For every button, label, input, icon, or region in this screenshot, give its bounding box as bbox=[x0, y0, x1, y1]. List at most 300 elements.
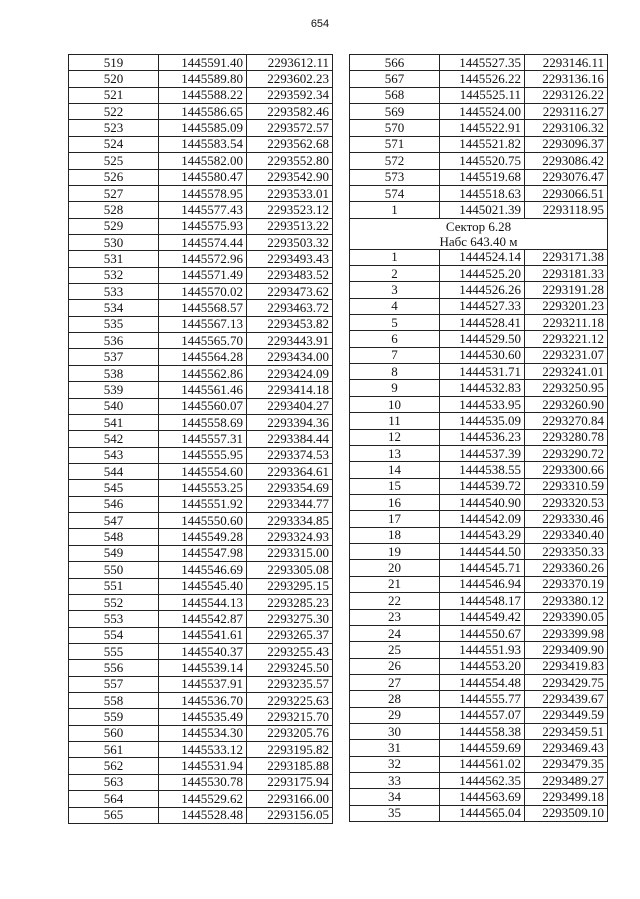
point-number-cell: 546 bbox=[69, 496, 159, 512]
y-coordinate-cell: 2293215.70 bbox=[247, 709, 333, 725]
point-number-cell: 554 bbox=[69, 627, 159, 643]
table-row bbox=[350, 511, 608, 527]
x-coordinate-cell: 1444543.29 bbox=[440, 527, 525, 543]
table-row bbox=[69, 55, 333, 71]
point-number-cell: 571 bbox=[350, 136, 440, 152]
table-row bbox=[69, 660, 333, 676]
y-coordinate-cell: 2293076.47 bbox=[525, 169, 608, 185]
y-coordinate-cell: 2293340.40 bbox=[525, 527, 608, 543]
point-number-cell: 16 bbox=[350, 494, 440, 510]
table-row bbox=[350, 55, 608, 71]
x-coordinate-cell: 1445554.60 bbox=[159, 463, 247, 479]
y-coordinate-cell: 2293280.78 bbox=[525, 429, 608, 445]
y-coordinate-cell: 2293231.07 bbox=[525, 347, 608, 363]
point-number-cell: 542 bbox=[69, 431, 159, 447]
point-number-cell: 5 bbox=[350, 315, 440, 331]
table-row bbox=[69, 742, 333, 758]
y-coordinate-cell: 2293483.52 bbox=[247, 267, 333, 283]
y-coordinate-cell: 2293523.12 bbox=[247, 202, 333, 218]
x-coordinate-cell: 1445549.28 bbox=[159, 529, 247, 545]
x-coordinate-cell: 1445562.86 bbox=[159, 365, 247, 381]
x-coordinate-cell: 1444559.69 bbox=[440, 740, 525, 756]
x-coordinate-cell: 1445530.78 bbox=[159, 774, 247, 790]
table-row bbox=[69, 578, 333, 594]
table-row bbox=[69, 234, 333, 250]
y-coordinate-cell: 2293434.00 bbox=[247, 349, 333, 365]
point-number-cell: 14 bbox=[350, 462, 440, 478]
x-coordinate-cell: 1445529.62 bbox=[159, 791, 247, 807]
table-row bbox=[69, 463, 333, 479]
x-coordinate-cell: 1444526.26 bbox=[440, 282, 525, 298]
point-number-cell: 26 bbox=[350, 658, 440, 674]
point-number-cell: 551 bbox=[69, 578, 159, 594]
point-number-cell: 567 bbox=[350, 71, 440, 87]
point-number-cell: 550 bbox=[69, 562, 159, 578]
y-coordinate-cell: 2293334.85 bbox=[247, 513, 333, 529]
y-coordinate-cell: 2293270.84 bbox=[525, 413, 608, 429]
x-coordinate-cell: 1445542.87 bbox=[159, 611, 247, 627]
y-coordinate-cell: 2293175.94 bbox=[247, 774, 333, 790]
x-coordinate-cell: 1445589.80 bbox=[159, 71, 247, 87]
table-row bbox=[69, 496, 333, 512]
y-coordinate-cell: 2293414.18 bbox=[247, 382, 333, 398]
y-coordinate-cell: 2293350.33 bbox=[525, 544, 608, 560]
y-coordinate-cell: 2293409.90 bbox=[525, 642, 608, 658]
y-coordinate-cell: 2293106.32 bbox=[525, 120, 608, 136]
point-number-cell: 13 bbox=[350, 445, 440, 461]
x-coordinate-cell: 1445527.35 bbox=[440, 55, 525, 71]
table-row bbox=[69, 529, 333, 545]
point-number-cell: 34 bbox=[350, 789, 440, 805]
y-coordinate-cell: 2293469.43 bbox=[525, 740, 608, 756]
table-row bbox=[350, 593, 608, 609]
y-coordinate-cell: 2293439.67 bbox=[525, 691, 608, 707]
point-number-cell: 25 bbox=[350, 642, 440, 658]
x-coordinate-cell: 1445567.13 bbox=[159, 316, 247, 332]
table-row bbox=[350, 413, 608, 429]
x-coordinate-cell: 1445534.30 bbox=[159, 725, 247, 741]
point-number-cell: 32 bbox=[350, 756, 440, 772]
x-coordinate-cell: 1445522.91 bbox=[440, 120, 525, 136]
y-coordinate-cell: 2293126.22 bbox=[525, 87, 608, 103]
x-coordinate-cell: 1445528.48 bbox=[159, 807, 247, 823]
x-coordinate-cell: 1445551.92 bbox=[159, 496, 247, 512]
point-number-cell: 568 bbox=[350, 87, 440, 103]
point-number-cell: 28 bbox=[350, 691, 440, 707]
section-length: Набс 643.40 м bbox=[439, 233, 518, 249]
point-number-cell: 520 bbox=[69, 71, 159, 87]
table-row bbox=[350, 202, 608, 218]
y-coordinate-cell: 2293118.95 bbox=[525, 202, 608, 218]
x-coordinate-cell: 1445537.91 bbox=[159, 676, 247, 692]
x-coordinate-cell: 1444557.07 bbox=[440, 707, 525, 723]
point-number-cell: 552 bbox=[69, 594, 159, 610]
point-number-cell: 525 bbox=[69, 153, 159, 169]
point-number-cell: 27 bbox=[350, 674, 440, 690]
table-row bbox=[350, 331, 608, 347]
y-coordinate-cell: 2293399.98 bbox=[525, 625, 608, 641]
y-coordinate-cell: 2293156.05 bbox=[247, 807, 333, 823]
point-number-cell: 545 bbox=[69, 480, 159, 496]
y-coordinate-cell: 2293300.66 bbox=[525, 462, 608, 478]
table-row bbox=[350, 249, 608, 265]
x-coordinate-cell: 1445526.22 bbox=[440, 71, 525, 87]
y-coordinate-cell: 2293225.63 bbox=[247, 693, 333, 709]
y-coordinate-cell: 2293146.11 bbox=[525, 55, 608, 71]
section-header-row bbox=[350, 218, 608, 249]
x-coordinate-cell: 1444545.71 bbox=[440, 560, 525, 576]
point-number-cell: 29 bbox=[350, 707, 440, 723]
table-row bbox=[69, 791, 333, 807]
point-number-cell: 3 bbox=[350, 282, 440, 298]
y-coordinate-cell: 2293370.19 bbox=[525, 576, 608, 592]
y-coordinate-cell: 2293285.23 bbox=[247, 594, 333, 610]
x-coordinate-cell: 1445570.02 bbox=[159, 284, 247, 300]
table-row bbox=[69, 300, 333, 316]
y-coordinate-cell: 2293136.16 bbox=[525, 71, 608, 87]
point-number-cell: 528 bbox=[69, 202, 159, 218]
y-coordinate-cell: 2293344.77 bbox=[247, 496, 333, 512]
table-row bbox=[69, 807, 333, 823]
table-row bbox=[350, 71, 608, 87]
y-coordinate-cell: 2293542.90 bbox=[247, 169, 333, 185]
y-coordinate-cell: 2293384.44 bbox=[247, 431, 333, 447]
y-coordinate-cell: 2293443.91 bbox=[247, 333, 333, 349]
y-coordinate-cell: 2293582.46 bbox=[247, 104, 333, 120]
table-row bbox=[350, 707, 608, 723]
table-row bbox=[350, 429, 608, 445]
x-coordinate-cell: 1445545.40 bbox=[159, 578, 247, 594]
table-row bbox=[350, 347, 608, 363]
point-number-cell: 6 bbox=[350, 331, 440, 347]
table-row bbox=[69, 545, 333, 561]
point-number-cell: 524 bbox=[69, 136, 159, 152]
y-coordinate-cell: 2293394.36 bbox=[247, 414, 333, 430]
x-coordinate-cell: 1444525.20 bbox=[440, 265, 525, 281]
point-number-cell: 11 bbox=[350, 413, 440, 429]
x-coordinate-cell: 1445540.37 bbox=[159, 643, 247, 659]
y-coordinate-cell: 2293195.82 bbox=[247, 742, 333, 758]
y-coordinate-cell: 2293320.53 bbox=[525, 494, 608, 510]
y-coordinate-cell: 2293429.75 bbox=[525, 674, 608, 690]
y-coordinate-cell: 2293211.18 bbox=[525, 315, 608, 331]
point-number-cell: 19 bbox=[350, 544, 440, 560]
y-coordinate-cell: 2293449.59 bbox=[525, 707, 608, 723]
y-coordinate-cell: 2293245.50 bbox=[247, 660, 333, 676]
y-coordinate-cell: 2293166.00 bbox=[247, 791, 333, 807]
point-number-cell: 553 bbox=[69, 611, 159, 627]
page-number: 654 bbox=[310, 18, 330, 30]
point-number-cell: 8 bbox=[350, 364, 440, 380]
y-coordinate-cell: 2293424.09 bbox=[247, 365, 333, 381]
table-row bbox=[350, 691, 608, 707]
table-row bbox=[350, 494, 608, 510]
table-row bbox=[69, 349, 333, 365]
x-coordinate-cell: 1444544.50 bbox=[440, 544, 525, 560]
x-coordinate-cell: 1445519.68 bbox=[440, 169, 525, 185]
x-coordinate-cell: 1445560.07 bbox=[159, 398, 247, 414]
table-row bbox=[69, 774, 333, 790]
table-row bbox=[350, 527, 608, 543]
table-row bbox=[69, 398, 333, 414]
x-coordinate-cell: 1444530.60 bbox=[440, 347, 525, 363]
table-row bbox=[69, 71, 333, 87]
x-coordinate-cell: 1445539.14 bbox=[159, 660, 247, 676]
table-row bbox=[350, 576, 608, 592]
y-coordinate-cell: 2293390.05 bbox=[525, 609, 608, 625]
section-title: Сектор 6.28 bbox=[445, 218, 512, 234]
table-row bbox=[69, 676, 333, 692]
table-row bbox=[350, 724, 608, 740]
point-number-cell: 24 bbox=[350, 625, 440, 641]
table-row bbox=[350, 740, 608, 756]
y-coordinate-cell: 2293404.27 bbox=[247, 398, 333, 414]
x-coordinate-cell: 1445553.25 bbox=[159, 480, 247, 496]
y-coordinate-cell: 2293185.88 bbox=[247, 758, 333, 774]
y-coordinate-cell: 2293181.33 bbox=[525, 265, 608, 281]
y-coordinate-cell: 2293513.22 bbox=[247, 218, 333, 234]
point-number-cell: 9 bbox=[350, 380, 440, 396]
x-coordinate-cell: 1444554.48 bbox=[440, 674, 525, 690]
x-coordinate-cell: 1445547.98 bbox=[159, 545, 247, 561]
x-coordinate-cell: 1444538.55 bbox=[440, 462, 525, 478]
point-number-cell: 530 bbox=[69, 234, 159, 250]
point-number-cell: 536 bbox=[69, 333, 159, 349]
point-number-cell: 23 bbox=[350, 609, 440, 625]
x-coordinate-cell: 1445572.96 bbox=[159, 251, 247, 267]
x-coordinate-cell: 1445521.82 bbox=[440, 136, 525, 152]
x-coordinate-cell: 1445578.95 bbox=[159, 185, 247, 201]
point-number-cell: 526 bbox=[69, 169, 159, 185]
point-number-cell: 565 bbox=[69, 807, 159, 823]
point-number-cell: 17 bbox=[350, 511, 440, 527]
x-coordinate-cell: 1444527.33 bbox=[440, 298, 525, 314]
point-number-cell: 31 bbox=[350, 740, 440, 756]
x-coordinate-cell: 1444565.04 bbox=[440, 805, 525, 821]
point-number-cell: 548 bbox=[69, 529, 159, 545]
y-coordinate-cell: 2293205.76 bbox=[247, 725, 333, 741]
y-coordinate-cell: 2293374.53 bbox=[247, 447, 333, 463]
y-coordinate-cell: 2293235.57 bbox=[247, 676, 333, 692]
x-coordinate-cell: 1444546.94 bbox=[440, 576, 525, 592]
x-coordinate-cell: 1445580.47 bbox=[159, 169, 247, 185]
x-coordinate-cell: 1445582.00 bbox=[159, 153, 247, 169]
point-number-cell: 570 bbox=[350, 120, 440, 136]
table-row bbox=[350, 185, 608, 201]
point-number-cell: 1 bbox=[350, 202, 440, 218]
table-row bbox=[350, 298, 608, 314]
table-row bbox=[350, 120, 608, 136]
table-row bbox=[350, 805, 608, 821]
point-number-cell: 532 bbox=[69, 267, 159, 283]
x-coordinate-cell: 1444563.69 bbox=[440, 789, 525, 805]
y-coordinate-cell: 2293592.34 bbox=[247, 87, 333, 103]
y-coordinate-cell: 2293453.82 bbox=[247, 316, 333, 332]
x-coordinate-cell: 1445565.70 bbox=[159, 333, 247, 349]
x-coordinate-cell: 1445577.43 bbox=[159, 202, 247, 218]
table-row bbox=[69, 431, 333, 447]
coordinates-table-right bbox=[349, 54, 608, 822]
y-coordinate-cell: 2293260.90 bbox=[525, 396, 608, 412]
table-row bbox=[350, 136, 608, 152]
point-number-cell: 539 bbox=[69, 382, 159, 398]
x-coordinate-cell: 1445524.00 bbox=[440, 104, 525, 120]
x-coordinate-cell: 1445555.95 bbox=[159, 447, 247, 463]
table-row bbox=[350, 169, 608, 185]
x-coordinate-cell: 1444551.93 bbox=[440, 642, 525, 658]
point-number-cell: 20 bbox=[350, 560, 440, 576]
table-row bbox=[69, 627, 333, 643]
y-coordinate-cell: 2293360.26 bbox=[525, 560, 608, 576]
point-number-cell: 2 bbox=[350, 265, 440, 281]
y-coordinate-cell: 2293255.43 bbox=[247, 643, 333, 659]
table-row bbox=[69, 480, 333, 496]
point-number-cell: 523 bbox=[69, 120, 159, 136]
y-coordinate-cell: 2293324.93 bbox=[247, 529, 333, 545]
x-coordinate-cell: 1444549.42 bbox=[440, 609, 525, 625]
y-coordinate-cell: 2293552.80 bbox=[247, 153, 333, 169]
point-number-cell: 10 bbox=[350, 396, 440, 412]
table-row bbox=[69, 594, 333, 610]
y-coordinate-cell: 2293310.59 bbox=[525, 478, 608, 494]
table-row bbox=[69, 643, 333, 659]
y-coordinate-cell: 2293479.35 bbox=[525, 756, 608, 772]
table-row bbox=[69, 447, 333, 463]
y-coordinate-cell: 2293096.37 bbox=[525, 136, 608, 152]
point-number-cell: 33 bbox=[350, 773, 440, 789]
table-row bbox=[350, 756, 608, 772]
x-coordinate-cell: 1444531.71 bbox=[440, 364, 525, 380]
x-coordinate-cell: 1445586.65 bbox=[159, 104, 247, 120]
table-row bbox=[350, 104, 608, 120]
point-number-cell: 7 bbox=[350, 347, 440, 363]
x-coordinate-cell: 1445544.13 bbox=[159, 594, 247, 610]
point-number-cell: 537 bbox=[69, 349, 159, 365]
table-row bbox=[69, 709, 333, 725]
point-number-cell: 566 bbox=[350, 55, 440, 71]
point-number-cell: 519 bbox=[69, 55, 159, 71]
y-coordinate-cell: 2293493.43 bbox=[247, 251, 333, 267]
table-row bbox=[350, 478, 608, 494]
table-row bbox=[350, 544, 608, 560]
table-row bbox=[69, 693, 333, 709]
point-number-cell: 549 bbox=[69, 545, 159, 561]
y-coordinate-cell: 2293171.38 bbox=[525, 249, 608, 265]
point-number-cell: 564 bbox=[69, 791, 159, 807]
point-number-cell: 527 bbox=[69, 185, 159, 201]
y-coordinate-cell: 2293330.46 bbox=[525, 511, 608, 527]
point-number-cell: 30 bbox=[350, 724, 440, 740]
point-number-cell: 522 bbox=[69, 104, 159, 120]
y-coordinate-cell: 2293463.72 bbox=[247, 300, 333, 316]
x-coordinate-cell: 1444533.95 bbox=[440, 396, 525, 412]
y-coordinate-cell: 2293265.37 bbox=[247, 627, 333, 643]
table-row bbox=[69, 153, 333, 169]
y-coordinate-cell: 2293191.28 bbox=[525, 282, 608, 298]
point-number-cell: 22 bbox=[350, 593, 440, 609]
y-coordinate-cell: 2293419.83 bbox=[525, 658, 608, 674]
x-coordinate-cell: 1444536.23 bbox=[440, 429, 525, 445]
point-number-cell: 1 bbox=[350, 249, 440, 265]
x-coordinate-cell: 1444555.77 bbox=[440, 691, 525, 707]
x-coordinate-cell: 1445541.61 bbox=[159, 627, 247, 643]
table-row bbox=[69, 414, 333, 430]
table-row bbox=[350, 658, 608, 674]
x-coordinate-cell: 1444558.38 bbox=[440, 724, 525, 740]
table-row bbox=[69, 104, 333, 120]
x-coordinate-cell: 1445558.69 bbox=[159, 414, 247, 430]
point-number-cell: 573 bbox=[350, 169, 440, 185]
x-coordinate-cell: 1444550.67 bbox=[440, 625, 525, 641]
point-number-cell: 562 bbox=[69, 758, 159, 774]
x-coordinate-cell: 1445546.69 bbox=[159, 562, 247, 578]
x-coordinate-cell: 1445531.94 bbox=[159, 758, 247, 774]
y-coordinate-cell: 2293201.23 bbox=[525, 298, 608, 314]
x-coordinate-cell: 1444553.20 bbox=[440, 658, 525, 674]
point-number-cell: 521 bbox=[69, 87, 159, 103]
x-coordinate-cell: 1444524.14 bbox=[440, 249, 525, 265]
point-number-cell: 561 bbox=[69, 742, 159, 758]
point-number-cell: 533 bbox=[69, 284, 159, 300]
table-row bbox=[69, 169, 333, 185]
x-coordinate-cell: 1444529.50 bbox=[440, 331, 525, 347]
table-row bbox=[350, 609, 608, 625]
table-row bbox=[350, 396, 608, 412]
y-coordinate-cell: 2293290.72 bbox=[525, 445, 608, 461]
point-number-cell: 559 bbox=[69, 709, 159, 725]
table-row bbox=[69, 185, 333, 201]
x-coordinate-cell: 1445518.63 bbox=[440, 185, 525, 201]
x-coordinate-cell: 1445561.46 bbox=[159, 382, 247, 398]
point-number-cell: 544 bbox=[69, 463, 159, 479]
x-coordinate-cell: 1444535.09 bbox=[440, 413, 525, 429]
table-row bbox=[350, 87, 608, 103]
table-row bbox=[350, 625, 608, 641]
y-coordinate-cell: 2293116.27 bbox=[525, 104, 608, 120]
table-row bbox=[69, 284, 333, 300]
point-number-cell: 555 bbox=[69, 643, 159, 659]
table-row bbox=[350, 462, 608, 478]
y-coordinate-cell: 2293509.10 bbox=[525, 805, 608, 821]
point-number-cell: 547 bbox=[69, 513, 159, 529]
x-coordinate-cell: 1445568.57 bbox=[159, 300, 247, 316]
x-coordinate-cell: 1445535.49 bbox=[159, 709, 247, 725]
y-coordinate-cell: 2293473.62 bbox=[247, 284, 333, 300]
x-coordinate-cell: 1445564.28 bbox=[159, 349, 247, 365]
x-coordinate-cell: 1445585.09 bbox=[159, 120, 247, 136]
section-header bbox=[350, 218, 608, 249]
table-row bbox=[350, 282, 608, 298]
table-row bbox=[350, 642, 608, 658]
x-coordinate-cell: 1445591.40 bbox=[159, 55, 247, 71]
table-row bbox=[350, 380, 608, 396]
point-number-cell: 535 bbox=[69, 316, 159, 332]
table-row bbox=[69, 120, 333, 136]
y-coordinate-cell: 2293459.51 bbox=[525, 724, 608, 740]
y-coordinate-cell: 2293612.11 bbox=[247, 55, 333, 71]
y-coordinate-cell: 2293533.01 bbox=[247, 185, 333, 201]
x-coordinate-cell: 1445550.60 bbox=[159, 513, 247, 529]
y-coordinate-cell: 2293221.12 bbox=[525, 331, 608, 347]
table-row bbox=[69, 251, 333, 267]
y-coordinate-cell: 2293602.23 bbox=[247, 71, 333, 87]
table-row bbox=[69, 267, 333, 283]
y-coordinate-cell: 2293562.68 bbox=[247, 136, 333, 152]
table-row bbox=[350, 789, 608, 805]
point-number-cell: 563 bbox=[69, 774, 159, 790]
y-coordinate-cell: 2293066.51 bbox=[525, 185, 608, 201]
y-coordinate-cell: 2293499.18 bbox=[525, 789, 608, 805]
